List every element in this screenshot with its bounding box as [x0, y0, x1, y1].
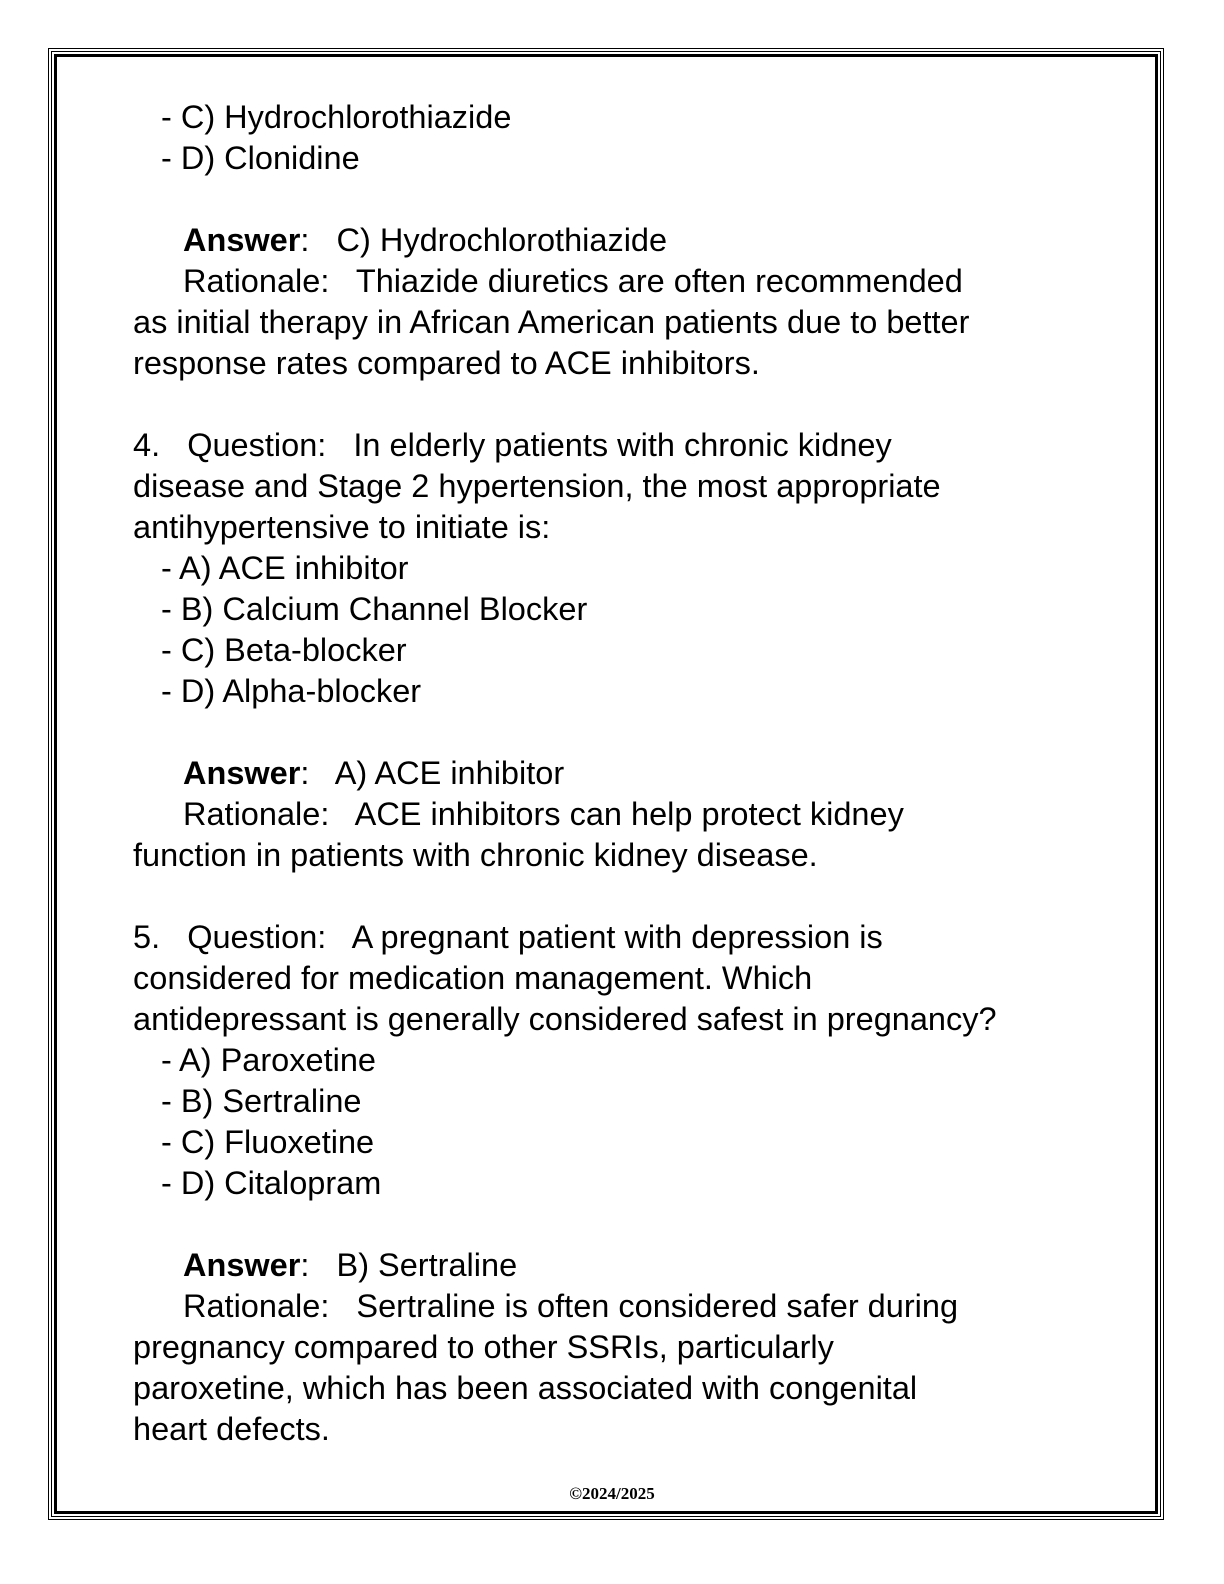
answer-value: : C) Hydrochlorothiazide: [300, 222, 668, 258]
option-c: - C) Hydrochlorothiazide: [161, 99, 512, 135]
answer-label: Answer: [183, 222, 301, 258]
option-d: - D) Alpha-blocker: [161, 673, 422, 709]
spacer: [133, 179, 1113, 220]
answer-value: : A) ACE inhibitor: [300, 755, 565, 791]
option-c: - C) Fluoxetine: [161, 1124, 375, 1160]
rationale-line: heart defects.: [133, 1411, 330, 1447]
spacer: [133, 1204, 1113, 1245]
spacer: [133, 384, 1113, 425]
answer-line: [133, 753, 1113, 794]
answer-label: Answer: [183, 1247, 301, 1283]
option-c: - C) Beta-blocker: [161, 632, 407, 668]
rationale-line: response rates compared to ACE inhibitors.: [133, 345, 760, 381]
rationale-line: Rationale: ACE inhibitors can help protect kidney: [183, 796, 904, 832]
spacer: [133, 712, 1113, 753]
page-content: [133, 97, 1113, 1450]
answer-line: [133, 220, 1113, 261]
question-line: considered for medication management. Which: [133, 960, 813, 996]
copyright-footer: ©2024/2025: [569, 1484, 655, 1503]
answer-label: Answer: [183, 755, 301, 791]
option-a: - A) ACE inhibitor: [161, 550, 409, 586]
rationale-line: as initial therapy in African American patients due to better: [133, 304, 970, 340]
question-line: antihypertensive to initiate is:: [133, 509, 551, 545]
option-d: - D) Citalopram: [161, 1165, 382, 1201]
spacer: [133, 876, 1113, 917]
question-3-tail: [133, 97, 1113, 384]
rationale-line: Rationale: Sertraline is often considered safer during: [183, 1288, 959, 1324]
option-a: - A) Paroxetine: [161, 1042, 376, 1078]
question-line: 4. Question: In elderly patients with chronic kidney: [133, 427, 892, 463]
answer-line: [133, 1245, 1113, 1286]
option-d: - D) Clonidine: [161, 140, 360, 176]
rationale-line: pregnancy compared to other SSRIs, particularly: [133, 1329, 834, 1365]
question-5: [133, 917, 1113, 1450]
rationale-line: Rationale: Thiazide diuretics are often recommended: [183, 263, 963, 299]
option-b: - B) Calcium Channel Blocker: [161, 591, 588, 627]
answer-value: : B) Sertraline: [300, 1247, 518, 1283]
question-4: [133, 425, 1113, 876]
rationale-line: paroxetine, which has been associated with congenital: [133, 1370, 918, 1406]
question-line: disease and Stage 2 hypertension, the most appropriate: [133, 468, 941, 504]
option-b: - B) Sertraline: [161, 1083, 362, 1119]
question-line: 5. Question: A pregnant patient with depression is: [133, 919, 883, 955]
rationale-line: function in patients with chronic kidney disease.: [133, 837, 818, 873]
question-line: antidepressant is generally considered safest in pregnancy?: [133, 1001, 997, 1037]
